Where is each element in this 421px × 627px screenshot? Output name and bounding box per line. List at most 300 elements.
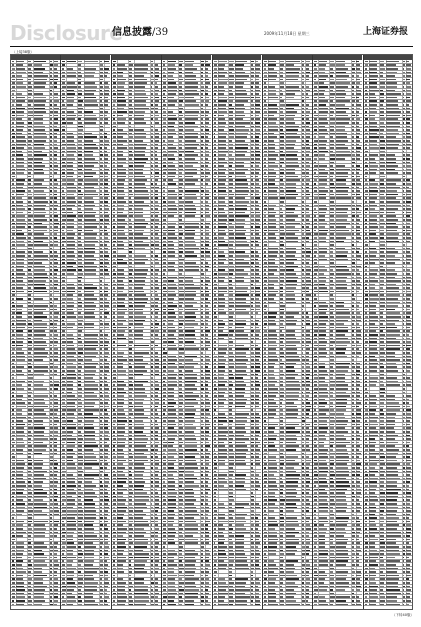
cell-text (16, 442, 24, 444)
cell-text (117, 133, 127, 135)
cell-text (62, 169, 65, 171)
cell-text (67, 327, 73, 329)
cell-text (134, 255, 145, 257)
cell-text (104, 215, 109, 217)
cell-text (155, 158, 159, 160)
cell-text (151, 194, 154, 196)
cell-text (67, 366, 76, 368)
cell-text (50, 402, 52, 404)
cell-text (84, 104, 98, 106)
cell-text (28, 136, 32, 138)
cell-text (28, 108, 33, 110)
cell-text (12, 514, 15, 516)
cell-text (84, 413, 93, 415)
dateline: 2009年11月18日 星期三 (264, 31, 310, 37)
cell-text (78, 359, 82, 361)
cell-text (151, 133, 154, 135)
cell-text (134, 151, 144, 153)
cell-text (54, 449, 57, 451)
cell-text (12, 201, 14, 203)
cell-text (16, 510, 23, 512)
cell-text (16, 420, 23, 422)
cell-text (54, 154, 57, 156)
cell-text (28, 64, 32, 66)
cell-text (117, 100, 126, 102)
cell-text (28, 183, 31, 185)
cell-text (12, 151, 15, 153)
cell-text (54, 582, 59, 584)
cell-text (151, 212, 154, 214)
cell-text (54, 237, 57, 239)
cell-text (67, 169, 73, 171)
cell-text (54, 596, 58, 598)
cell-text (100, 205, 102, 207)
cell-text (28, 144, 31, 146)
cell-text (104, 187, 108, 189)
cell-text (34, 291, 47, 293)
cell-text (100, 320, 102, 322)
cell-text (50, 208, 52, 210)
cell-text (62, 460, 65, 462)
cell-text (62, 197, 64, 199)
cell-text (117, 215, 126, 217)
cell-text (34, 474, 44, 476)
cell-text (104, 481, 109, 483)
cell-text (12, 147, 15, 149)
cell-text (78, 377, 81, 379)
cell-text (84, 316, 95, 318)
cell-text (34, 230, 48, 232)
cell-text (104, 90, 108, 92)
section-title (112, 26, 168, 40)
cell-text (155, 190, 158, 192)
cell-text (16, 600, 25, 602)
cell-text (67, 284, 74, 286)
cell-text (78, 183, 82, 185)
cell-text (78, 294, 82, 296)
cell-text (67, 140, 74, 142)
cell-text (155, 79, 159, 81)
cell-text (113, 64, 116, 66)
cell-text (117, 205, 124, 207)
cell-text (67, 456, 73, 458)
cell-text (50, 312, 52, 314)
cell-text (54, 575, 57, 577)
cell-text (50, 104, 52, 106)
cell-text (151, 266, 153, 268)
cell-text (155, 197, 158, 199)
cell-text (67, 305, 74, 307)
cell-text (54, 381, 59, 383)
cell-text (34, 370, 48, 372)
cell-text (129, 93, 132, 95)
cell-text (104, 395, 108, 397)
cell-text (16, 546, 23, 548)
cell-text (12, 445, 14, 447)
cell-text (113, 90, 115, 92)
cell-text (50, 438, 53, 440)
cell-text (100, 255, 102, 257)
cell-text (104, 417, 109, 419)
cell-text (54, 233, 58, 235)
cell-text (155, 93, 159, 95)
cell-text (129, 97, 133, 99)
cell-text (34, 334, 46, 336)
cell-text (62, 485, 65, 487)
cell-text (12, 90, 15, 92)
cell-text (84, 406, 94, 408)
cell-text (113, 154, 116, 156)
cell-text (100, 363, 102, 365)
cell-text (100, 474, 102, 476)
cell-text (50, 205, 53, 207)
cell-text (34, 115, 43, 117)
cell-text (100, 151, 102, 153)
cell-text (67, 190, 76, 192)
cell-text (16, 327, 24, 329)
cell-text (104, 334, 107, 336)
cell-text (117, 302, 124, 304)
cell-text (54, 158, 57, 160)
cell-text (100, 108, 103, 110)
cell-text (12, 489, 15, 491)
cell-text (134, 154, 145, 156)
cell-text (67, 478, 76, 480)
cell-text (67, 162, 73, 164)
cell-text (104, 68, 109, 70)
cell-text (50, 600, 52, 602)
cell-text (155, 90, 159, 92)
cell-text (78, 521, 81, 523)
cell-text (100, 90, 102, 92)
cell-text (50, 366, 53, 368)
cell-text (34, 557, 47, 559)
cell-text (104, 510, 108, 512)
cell-text (67, 474, 73, 476)
cell-text (155, 233, 158, 235)
cell-text (84, 176, 93, 178)
cell-text (62, 481, 64, 483)
cell-text (104, 269, 108, 271)
cell-text (12, 233, 15, 235)
cell-text (117, 298, 125, 300)
cell-text (67, 359, 76, 361)
cell-text (28, 248, 33, 250)
cell-text (50, 356, 53, 358)
cell-text (54, 126, 57, 128)
cell-text (104, 241, 109, 243)
cell-text (84, 251, 95, 253)
cell-text (12, 251, 14, 253)
cell-text (104, 323, 109, 325)
cell-text (104, 61, 109, 63)
cell-text (28, 316, 33, 318)
cell-text (84, 169, 92, 171)
cell-text (78, 82, 81, 84)
cell-text (67, 187, 76, 189)
cell-text (104, 420, 108, 422)
cell-text (16, 593, 24, 595)
cell-text (16, 485, 25, 487)
cell-text (54, 564, 59, 566)
cell-text (84, 165, 94, 167)
cell-text (34, 197, 46, 199)
cell-text (50, 190, 52, 192)
cell-text (155, 147, 158, 149)
cell-text (16, 334, 22, 336)
cell-text (117, 158, 125, 160)
cell-text (78, 262, 81, 264)
cell-text (84, 147, 98, 149)
cell-text (62, 122, 65, 124)
cell-text (151, 162, 153, 164)
cell-text (100, 305, 102, 307)
cell-text (62, 144, 65, 146)
cell-text (78, 64, 81, 66)
cell-text (12, 356, 15, 358)
cell-text (67, 341, 73, 343)
cell-text (155, 284, 158, 286)
cell-text (54, 309, 57, 311)
cell-text (104, 169, 109, 171)
cell-text (16, 604, 24, 606)
cell-text (34, 201, 48, 203)
cell-text (50, 219, 52, 221)
cell-text (104, 356, 108, 358)
cell-text (129, 248, 133, 250)
cell-text (62, 467, 64, 469)
cell-text (62, 377, 65, 379)
cell-text (67, 154, 74, 156)
cell-text (34, 571, 42, 573)
cell-text (54, 190, 57, 192)
cell-text (104, 600, 107, 602)
cell-text (50, 514, 52, 516)
cell-text (100, 413, 102, 415)
cell-text (28, 208, 31, 210)
cell-text (16, 179, 25, 181)
cell-text (28, 298, 31, 300)
cell-text (54, 230, 58, 232)
cell-text (117, 284, 124, 286)
cell-text (100, 133, 102, 135)
cell-text (113, 244, 115, 246)
cell-text (104, 212, 107, 214)
cell-text (34, 546, 48, 548)
cell-text (12, 226, 15, 228)
cell-text (113, 111, 116, 113)
cell-text (28, 215, 33, 217)
cell-text (134, 219, 145, 221)
cell-text (104, 284, 108, 286)
cell-text (100, 75, 103, 77)
cell-text (151, 111, 153, 113)
cell-text (104, 604, 108, 606)
cell-text (100, 294, 103, 296)
cell-text (84, 219, 96, 221)
cell-text (104, 226, 107, 228)
cell-text (12, 126, 14, 128)
cell-text (54, 187, 57, 189)
cell-text (129, 147, 133, 149)
cell-text (16, 341, 22, 343)
cell-text (104, 586, 108, 588)
cell-text (155, 194, 158, 196)
cell-text (16, 560, 23, 562)
cell-text (104, 503, 108, 505)
cell-text (62, 215, 65, 217)
cell-text (28, 578, 32, 580)
cell-text (16, 237, 26, 239)
cell-text (12, 578, 15, 580)
cell-text (16, 208, 25, 210)
cell-text (50, 277, 52, 279)
cell-text (84, 363, 98, 365)
cell-text (12, 352, 14, 354)
cell-text (50, 341, 53, 343)
cell-text (34, 190, 44, 192)
cell-text (54, 384, 59, 386)
cell-text (67, 546, 76, 548)
cell-text (62, 93, 64, 95)
cell-text (12, 215, 15, 217)
cell-text (50, 442, 52, 444)
cell-text (28, 345, 32, 347)
cell-text (16, 72, 26, 74)
cell-text (50, 460, 53, 462)
cell-text (84, 312, 94, 314)
cell-text (78, 546, 81, 548)
cell-text (100, 535, 102, 537)
cell-text (50, 384, 53, 386)
cell-text (12, 589, 15, 591)
cell-text (16, 435, 24, 437)
cell-text (151, 298, 153, 300)
cell-text (129, 158, 133, 160)
cell-text (28, 528, 32, 530)
cell-text (104, 165, 107, 167)
cell-text (34, 144, 44, 146)
cell-text (28, 104, 32, 106)
cell-text (78, 539, 83, 541)
cell-text (54, 399, 58, 401)
cell-text (54, 111, 58, 113)
cell-text (84, 370, 96, 372)
cell-text (134, 244, 148, 246)
cell-text (151, 208, 154, 210)
cell-text (62, 183, 65, 185)
cell-text (28, 115, 33, 117)
cell-text (78, 205, 81, 207)
cell-text (54, 277, 57, 279)
cell-text (78, 471, 83, 473)
cell-text (129, 187, 133, 189)
cell-text (54, 478, 57, 480)
cell-text (100, 348, 102, 350)
cell-text (50, 244, 53, 246)
cell-text (12, 348, 15, 350)
cell-text (12, 165, 14, 167)
cell-text (34, 287, 46, 289)
cell-text (62, 571, 64, 573)
cell-text (78, 334, 81, 336)
cell-text (54, 151, 57, 153)
cell-text (100, 147, 102, 149)
cell-text (67, 438, 77, 440)
cell-text (100, 471, 102, 473)
cell-text (67, 535, 73, 537)
cell-text (16, 129, 23, 131)
cell-text (84, 560, 94, 562)
cell-text (50, 377, 52, 379)
cell-text (34, 219, 47, 221)
cell-text (129, 104, 132, 106)
cell-text (84, 507, 95, 509)
cell-text (12, 345, 15, 347)
cell-text (50, 550, 53, 552)
cell-text (62, 165, 65, 167)
cell-text (67, 291, 75, 293)
cell-text (117, 287, 124, 289)
cell-text (16, 460, 24, 462)
cell-text (62, 356, 64, 358)
cell-text (34, 542, 44, 544)
cell-text (12, 111, 15, 113)
cell-text (129, 144, 134, 146)
cell-text (16, 413, 22, 415)
cell-text (155, 205, 160, 207)
cell-text (100, 442, 102, 444)
cell-text (62, 578, 65, 580)
cell-text (151, 115, 153, 117)
cell-text (34, 409, 44, 411)
cell-text (34, 136, 47, 138)
cell-text (28, 417, 32, 419)
cell-text (78, 302, 82, 304)
cell-text (78, 190, 81, 192)
cell-text (62, 226, 64, 228)
cell-text (28, 604, 32, 606)
cell-text (34, 568, 43, 570)
cell-text (129, 82, 133, 84)
cell-text (100, 435, 102, 437)
cell-text (129, 312, 133, 314)
cell-text (34, 503, 47, 505)
cell-text (16, 104, 22, 106)
cell-text (50, 230, 52, 232)
cell-text (155, 179, 159, 181)
cell-text (62, 392, 64, 394)
cell-text (50, 108, 53, 110)
cell-text (84, 259, 96, 261)
cell-text (104, 363, 109, 365)
cell-text (54, 320, 58, 322)
cell-text (50, 64, 53, 66)
cell-text (67, 420, 73, 422)
cell-text (62, 417, 64, 419)
cell-text (12, 564, 14, 566)
cell-text (12, 144, 15, 146)
cell-text (54, 417, 58, 419)
cell-text (78, 108, 83, 110)
cell-text (84, 162, 98, 164)
cell-text (12, 503, 14, 505)
cell-text (62, 262, 65, 264)
cell-text (67, 510, 77, 512)
cell-text (12, 374, 14, 376)
cell-text (151, 294, 153, 296)
cell-text (78, 327, 82, 329)
